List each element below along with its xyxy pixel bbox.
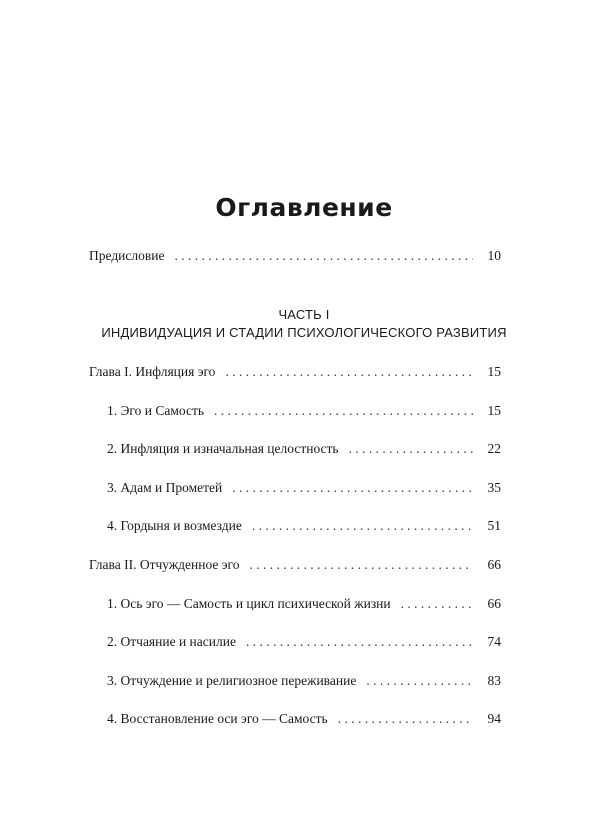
page-title: Оглавление — [215, 193, 393, 222]
toc-entry-section[interactable] — [107, 595, 501, 613]
part-title: ИНДИВИДУАЦИЯ И СТАДИИ ПСИХОЛОГИЧЕСКОГО РАЗВИТИЯ — [101, 325, 507, 340]
toc-page-number: 22 — [487, 441, 501, 456]
toc-page-number: 74 — [487, 634, 501, 649]
toc-entry-label: 1. Ось эго — Самость и цикл психической жизни — [107, 596, 391, 611]
dot-leader — [401, 595, 473, 613]
dot-leader — [214, 402, 473, 420]
toc-page-number: 51 — [487, 518, 501, 533]
toc-entry-label: 1. Эго и Самость — [107, 403, 205, 418]
toc-page-number: 94 — [487, 711, 501, 726]
toc-page-number: 83 — [487, 673, 501, 688]
toc-page-number: 35 — [487, 480, 501, 495]
toc-entry-section[interactable] — [107, 710, 501, 728]
dot-leader — [246, 633, 473, 651]
toc-entry-section[interactable] — [107, 672, 501, 690]
toc-page-number: 66 — [487, 596, 501, 611]
dot-leader — [366, 672, 473, 690]
dot-leader — [250, 556, 474, 574]
toc-entry-label: 4. Гордыня и возмездие — [107, 518, 242, 533]
toc-page-number: 15 — [487, 403, 501, 418]
toc-entry-section[interactable] — [107, 517, 501, 535]
toc-entry-label: 2. Отчаяние и насилие — [107, 634, 236, 649]
dot-leader — [232, 479, 473, 497]
dot-leader — [174, 247, 473, 265]
toc-entry-section[interactable] — [107, 402, 501, 420]
dot-leader — [252, 517, 473, 535]
toc-entry-section[interactable] — [107, 479, 501, 497]
part-number: ЧАСТЬ I — [278, 307, 330, 322]
toc-entry-label: 3. Отчуждение и религиозное переживание — [107, 673, 357, 688]
toc-entry-chapter[interactable] — [89, 556, 501, 574]
dot-leader — [338, 710, 473, 728]
toc-entry-chapter[interactable] — [89, 363, 501, 381]
dot-leader — [349, 440, 473, 458]
toc-entry-section[interactable] — [107, 633, 501, 651]
toc-entry-label: 2. Инфляция и изначальная целостность — [107, 441, 339, 456]
toc-entry-label: 3. Адам и Прометей — [107, 480, 223, 495]
dot-leader — [225, 363, 473, 381]
toc-entry-label: Предисловие — [89, 248, 165, 263]
toc-entry-label: Глава I. Инфляция эго — [89, 364, 216, 379]
toc-page-number: 66 — [487, 557, 501, 572]
toc-entry-label: 4. Восстановление оси эго — Самость — [107, 711, 328, 726]
toc-entry-label: Глава II. Отчужденное эго — [89, 557, 240, 572]
toc-entry-preface[interactable] — [89, 247, 501, 265]
toc-entry-section[interactable] — [107, 440, 501, 458]
toc-page-number: 10 — [487, 248, 501, 263]
toc-page-number: 15 — [487, 364, 501, 379]
